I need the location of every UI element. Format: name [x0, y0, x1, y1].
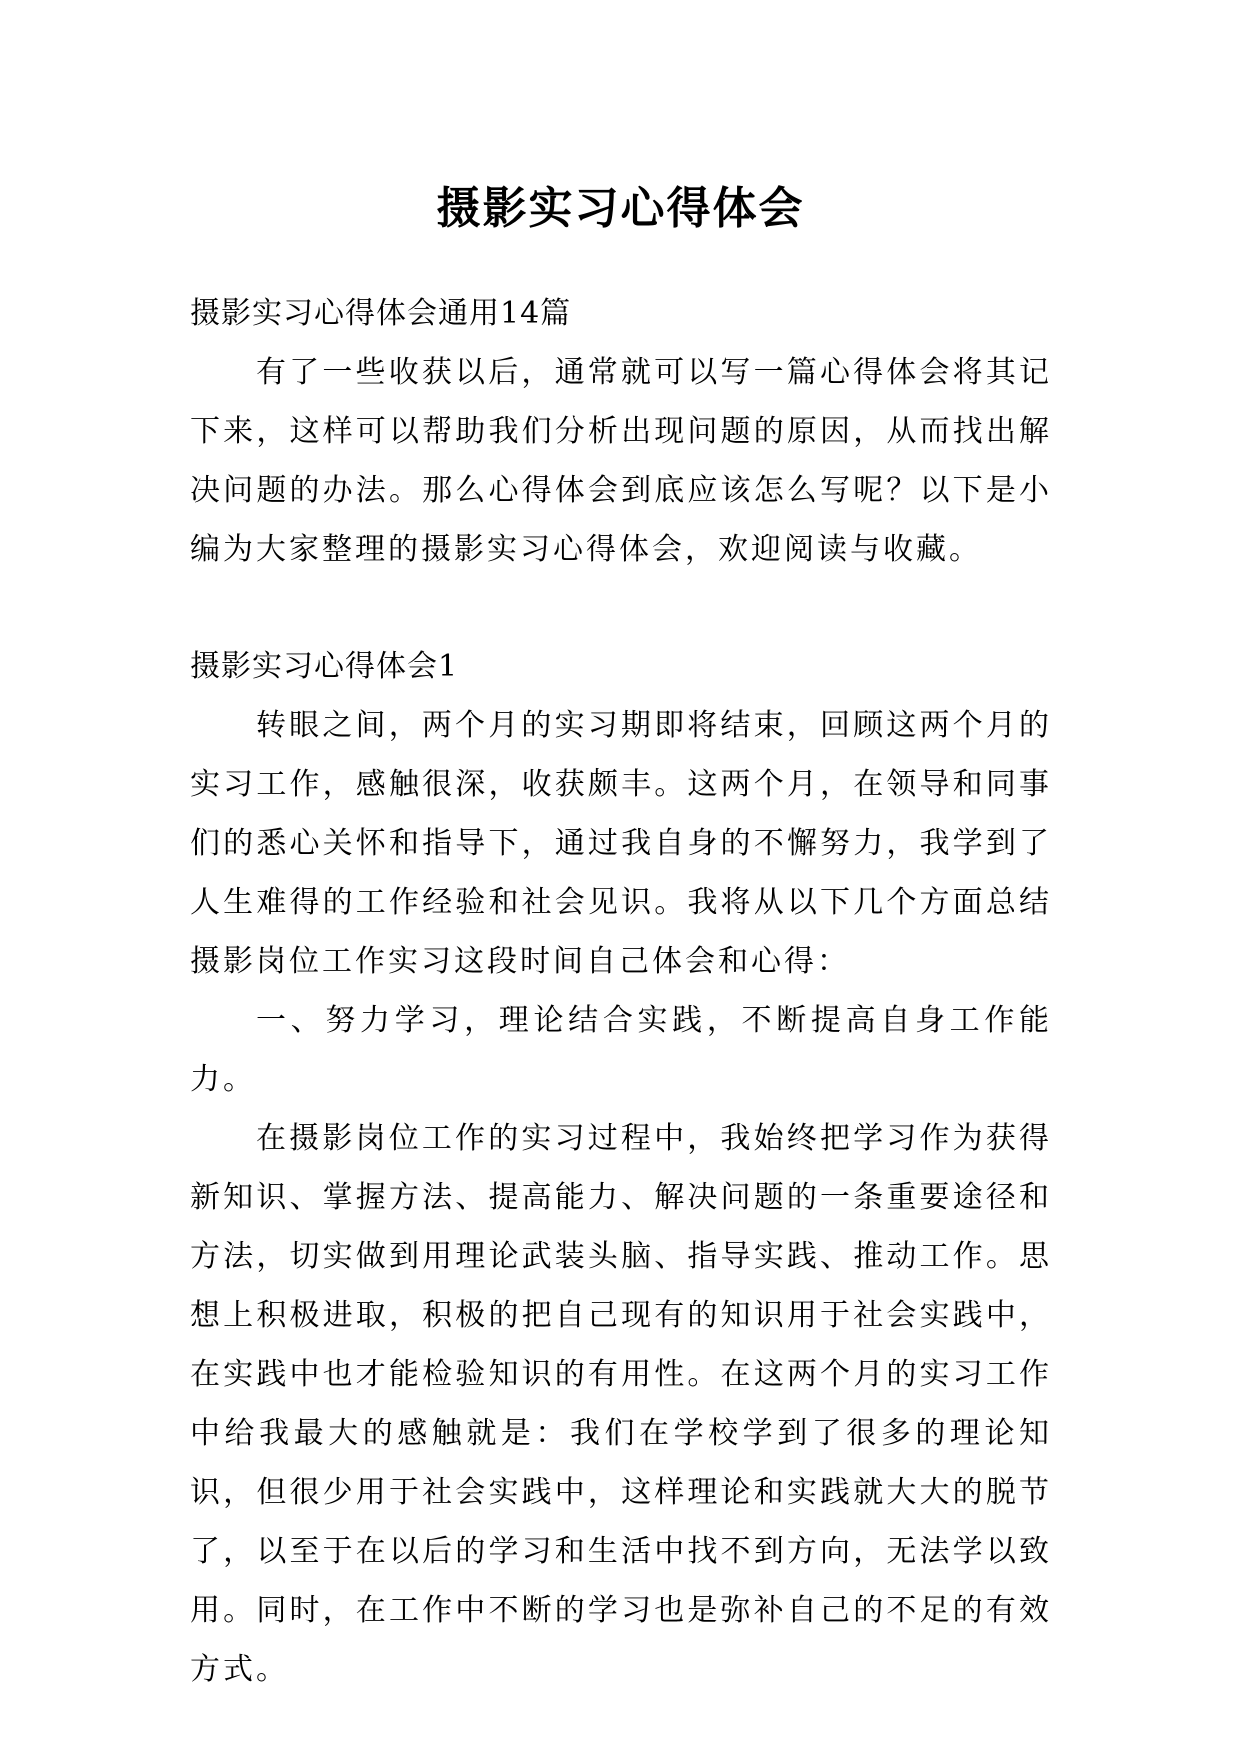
section-1-heading: 摄影实习心得体会1 — [190, 649, 459, 684]
section-1-paragraph: 转眼之间，两个月的实习期即将结束，回顾这两个月的实习工作，感触很深，收获颇丰。这两个月，在领导和同事们的悉心关怀和指导下，通过我自身的不懈努力，我学到了人生难得的工作经验和社会见识。我将从以下几个方面总结摄影岗位工作实习这段时间自己体会和心得： — [190, 708, 1052, 979]
intro-section — [190, 284, 1052, 579]
intro-heading: 摄影实习心得体会通用14篇 — [190, 296, 572, 331]
section-1 — [190, 637, 1052, 1699]
document-title: 摄影实习心得体会 — [436, 183, 805, 235]
section-1-paragraph: 在摄影岗位工作的实习过程中，我始终把学习作为获得新知识、掌握方法、提高能力、解决问题的一条重要途径和方法，切实做到用理论武装头脑、指导实践、推动工作。思想上积极进取，积极的把自己现有的知识用于社会实践中，在实践中也才能检验知识的有用性。在这两个月的实习工作中给我最大的感触就是：我们在学校学到了很多的理论知识，但很少用于社会实践中，这样理论和实践就大大的脱节了，以至于在以后的学习和生活中找不到方向，无法学以致用。同时，在工作中不断的学习也是弥补自己的不足的有效方式。 — [190, 1121, 1052, 1687]
intro-paragraph: 有了一些收获以后，通常就可以写一篇心得体会将其记下来，这样可以帮助我们分析出现问题的原因，从而找出解决问题的办法。那么心得体会到底应该怎么写呢？以下是小编为大家整理的摄影实习心得体会，欢迎阅读与收藏。 — [190, 355, 1052, 567]
section-1-point-heading: 一、努力学习，理论结合实践，不断提高自身工作能力。 — [190, 1003, 1052, 1097]
